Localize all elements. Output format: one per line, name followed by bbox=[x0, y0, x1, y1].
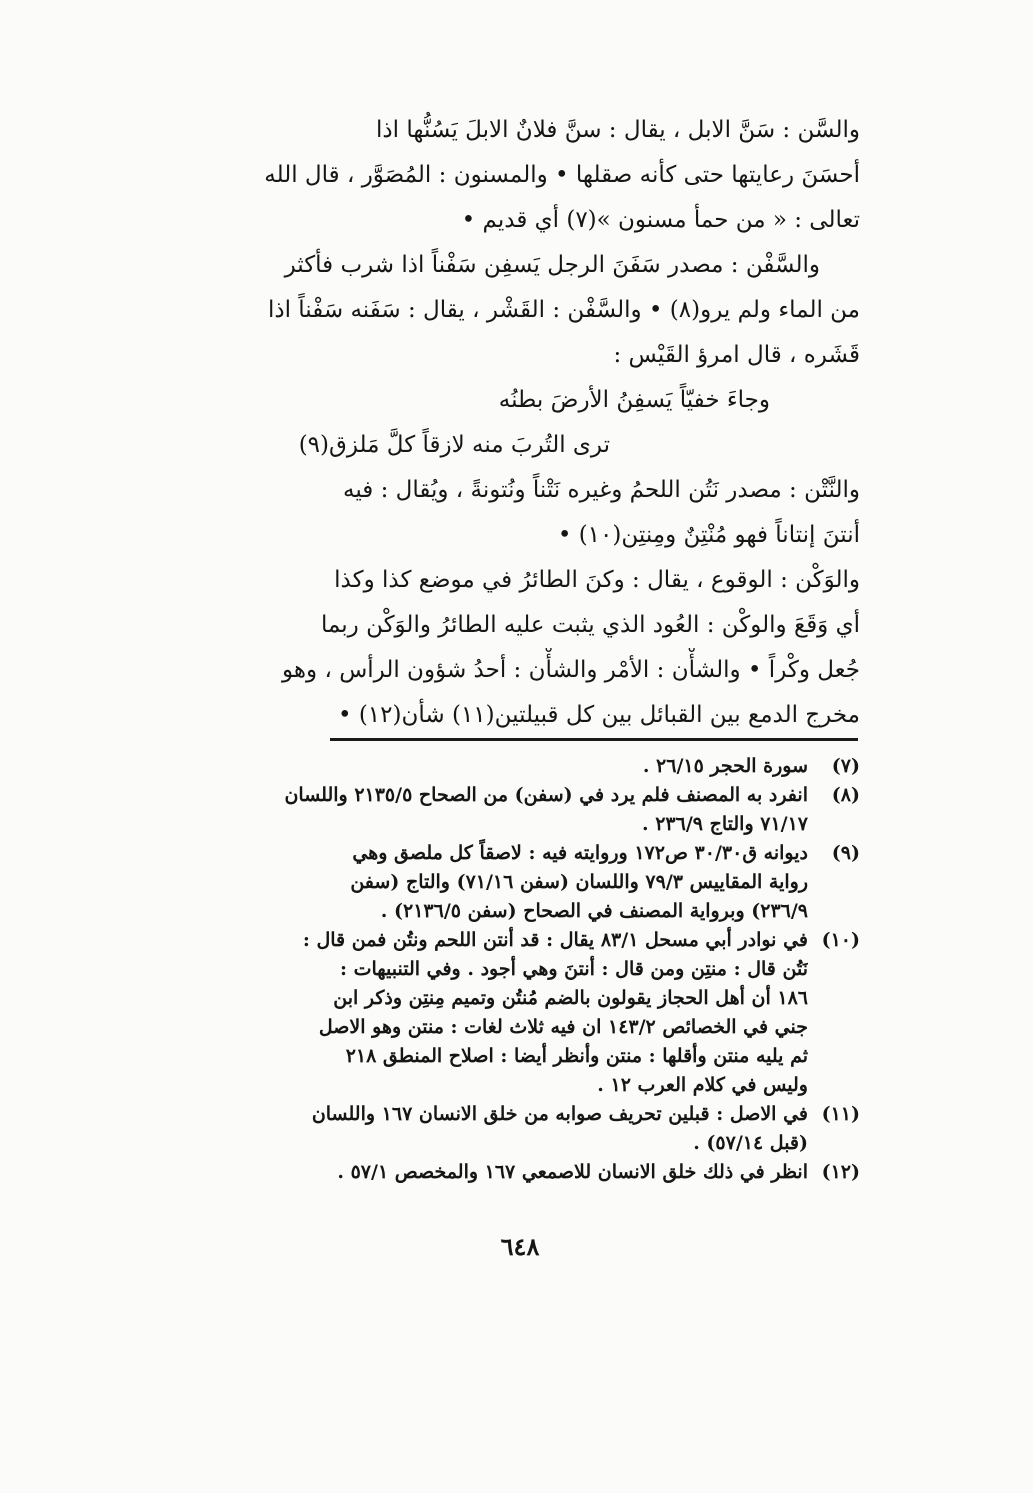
text-line: تعالى : « من حمأ مسنون »(٧) أي قديم • bbox=[461, 207, 860, 233]
text-line: قَشَره ، قال امرؤ القَيْس : bbox=[613, 342, 860, 368]
footnote-line: انفرد به المصنف فلم يرد في (سفن) من الصحاح ٢١٣٥/٥ واللسان bbox=[284, 784, 808, 806]
footnote bbox=[160, 752, 860, 781]
footnote-line: في نوادر أبي مسحل ٨٣/١ يقال : قد أنتن اللحم ونتُن فمن قال : bbox=[302, 929, 808, 951]
footnote-line: ديوانه ق٣٠/٣٠ ص١٧٢ وروايته فيه : لاصقاً كل ملصق وهي bbox=[352, 842, 808, 864]
footnote bbox=[160, 1158, 860, 1187]
footnote-line: رواية المقاييس ٧٩/٣ واللسان (سفن ٧١/١٦) والتاج (سفن bbox=[350, 871, 808, 893]
footnote-line: نَتُن قال : منتِن ومن قال : أنتنَ وهي أجود . وفي التنبيهات : bbox=[339, 958, 808, 980]
footnote-number: (١٠) bbox=[821, 929, 860, 951]
text-line: جُعل وكْراً • والشأْن : الأمْر والشأْن : أحدُ شؤون الرأس ، وهو bbox=[282, 657, 860, 683]
text-line: مخرج الدمع بين القبائل بين كل قبيلتين(١١) شأن(١٢) • bbox=[337, 702, 860, 728]
footnote-number: (١١) bbox=[821, 1103, 860, 1125]
text-line: والسَّفْن : مصدر سَفَنَ الرجل يَسفِن سَفْناً اذا شرب فأكثر bbox=[284, 252, 820, 278]
footnote-line: (قبل ٥٧/١٤) . bbox=[693, 1132, 808, 1154]
footnote-line: ثم يليه منتن وأقلها : منتن وأنظر أيضا : اصلاح المنطق ٢١٨ bbox=[345, 1045, 808, 1067]
footnote-line: ١٨٦ أن أهل الحجاز يقولون بالضم مُنتُن وتميم مِنتِن وذكر ابن bbox=[333, 987, 808, 1009]
footnote-number: (١٢) bbox=[821, 1161, 860, 1183]
footnote-line: وليس في كلام العرب ١٢ . bbox=[597, 1074, 808, 1096]
footnote bbox=[160, 781, 860, 839]
footnote-line: انظر في ذلك خلق الانسان للاصمعي ١٦٧ والمخصص ٥٧/١ . bbox=[337, 1161, 808, 1183]
text-line: أحسَنَ رعايتها حتى كأنه صقلها • والمسنون : المُصَوَّر ، قال الله bbox=[264, 162, 860, 188]
footnote bbox=[160, 839, 860, 926]
verse-line: ترى التُربَ منه لازقاً كلَّ مَلزق(٩) bbox=[298, 432, 610, 458]
text-line: والسَّن : سَنَّ الابل ، يقال : سنَّ فلانٌ الابلَ يَسُنُّها اذا bbox=[376, 117, 860, 143]
text-line: أي وَقَعَ والوكْن : العُود الذي يثبت عليه الطائرُ والوَكْن ربما bbox=[320, 612, 860, 638]
text-line: أنتنَ إنتاناً فهو مُنْتِنٌ ومِنتِن(١٠) • bbox=[557, 522, 860, 548]
text-line: من الماء ولم يرو(٨) • والسَّفْن : القَشْر ، يقال : سَفَنه سَفْناً اذا bbox=[267, 297, 860, 323]
text-line: والوَكْن : الوقوع ، يقال : وكنَ الطائرُ في موضع كذا وكذا bbox=[334, 567, 860, 593]
footnotes bbox=[160, 752, 860, 1187]
footnote-number: (٩) bbox=[831, 842, 860, 864]
footnote-line: في الاصل : قبلين تحريف صوابه من خلق الانسان ١٦٧ واللسان bbox=[311, 1103, 808, 1125]
footnote-line: جني في الخصائص ١٤٣/٢ ان فيه ثلاث لغات : منتن وهو الاصل bbox=[318, 1016, 808, 1038]
footnote-number: (٨) bbox=[831, 784, 860, 806]
footnote-number: (٧) bbox=[831, 755, 860, 777]
footnote-line: ٢٣٦/٩) وبرواية المصنف في الصحاح (سفن ٢١٣٦/٥) . bbox=[380, 900, 808, 922]
footnote-line: سورة الحجر ٢٦/١٥ . bbox=[642, 755, 808, 777]
page-number: ٦٤٨ bbox=[500, 1232, 540, 1261]
footnote-line: ٧١/١٧ والتاج ٢٣٦/٩ . bbox=[641, 813, 808, 835]
main-text bbox=[160, 108, 860, 738]
footnote bbox=[160, 926, 860, 1100]
footnote bbox=[160, 1100, 860, 1158]
footnote-divider bbox=[330, 738, 858, 741]
verse-line: وجاءَ خفيّاً يَسفِنُ الأرضَ بطنُه bbox=[498, 387, 770, 413]
text-line: والنَّتْن : مصدر نَتُن اللحمُ وغيره نَتْناً ونُتونةً ، ويُقال : فيه bbox=[343, 477, 860, 503]
